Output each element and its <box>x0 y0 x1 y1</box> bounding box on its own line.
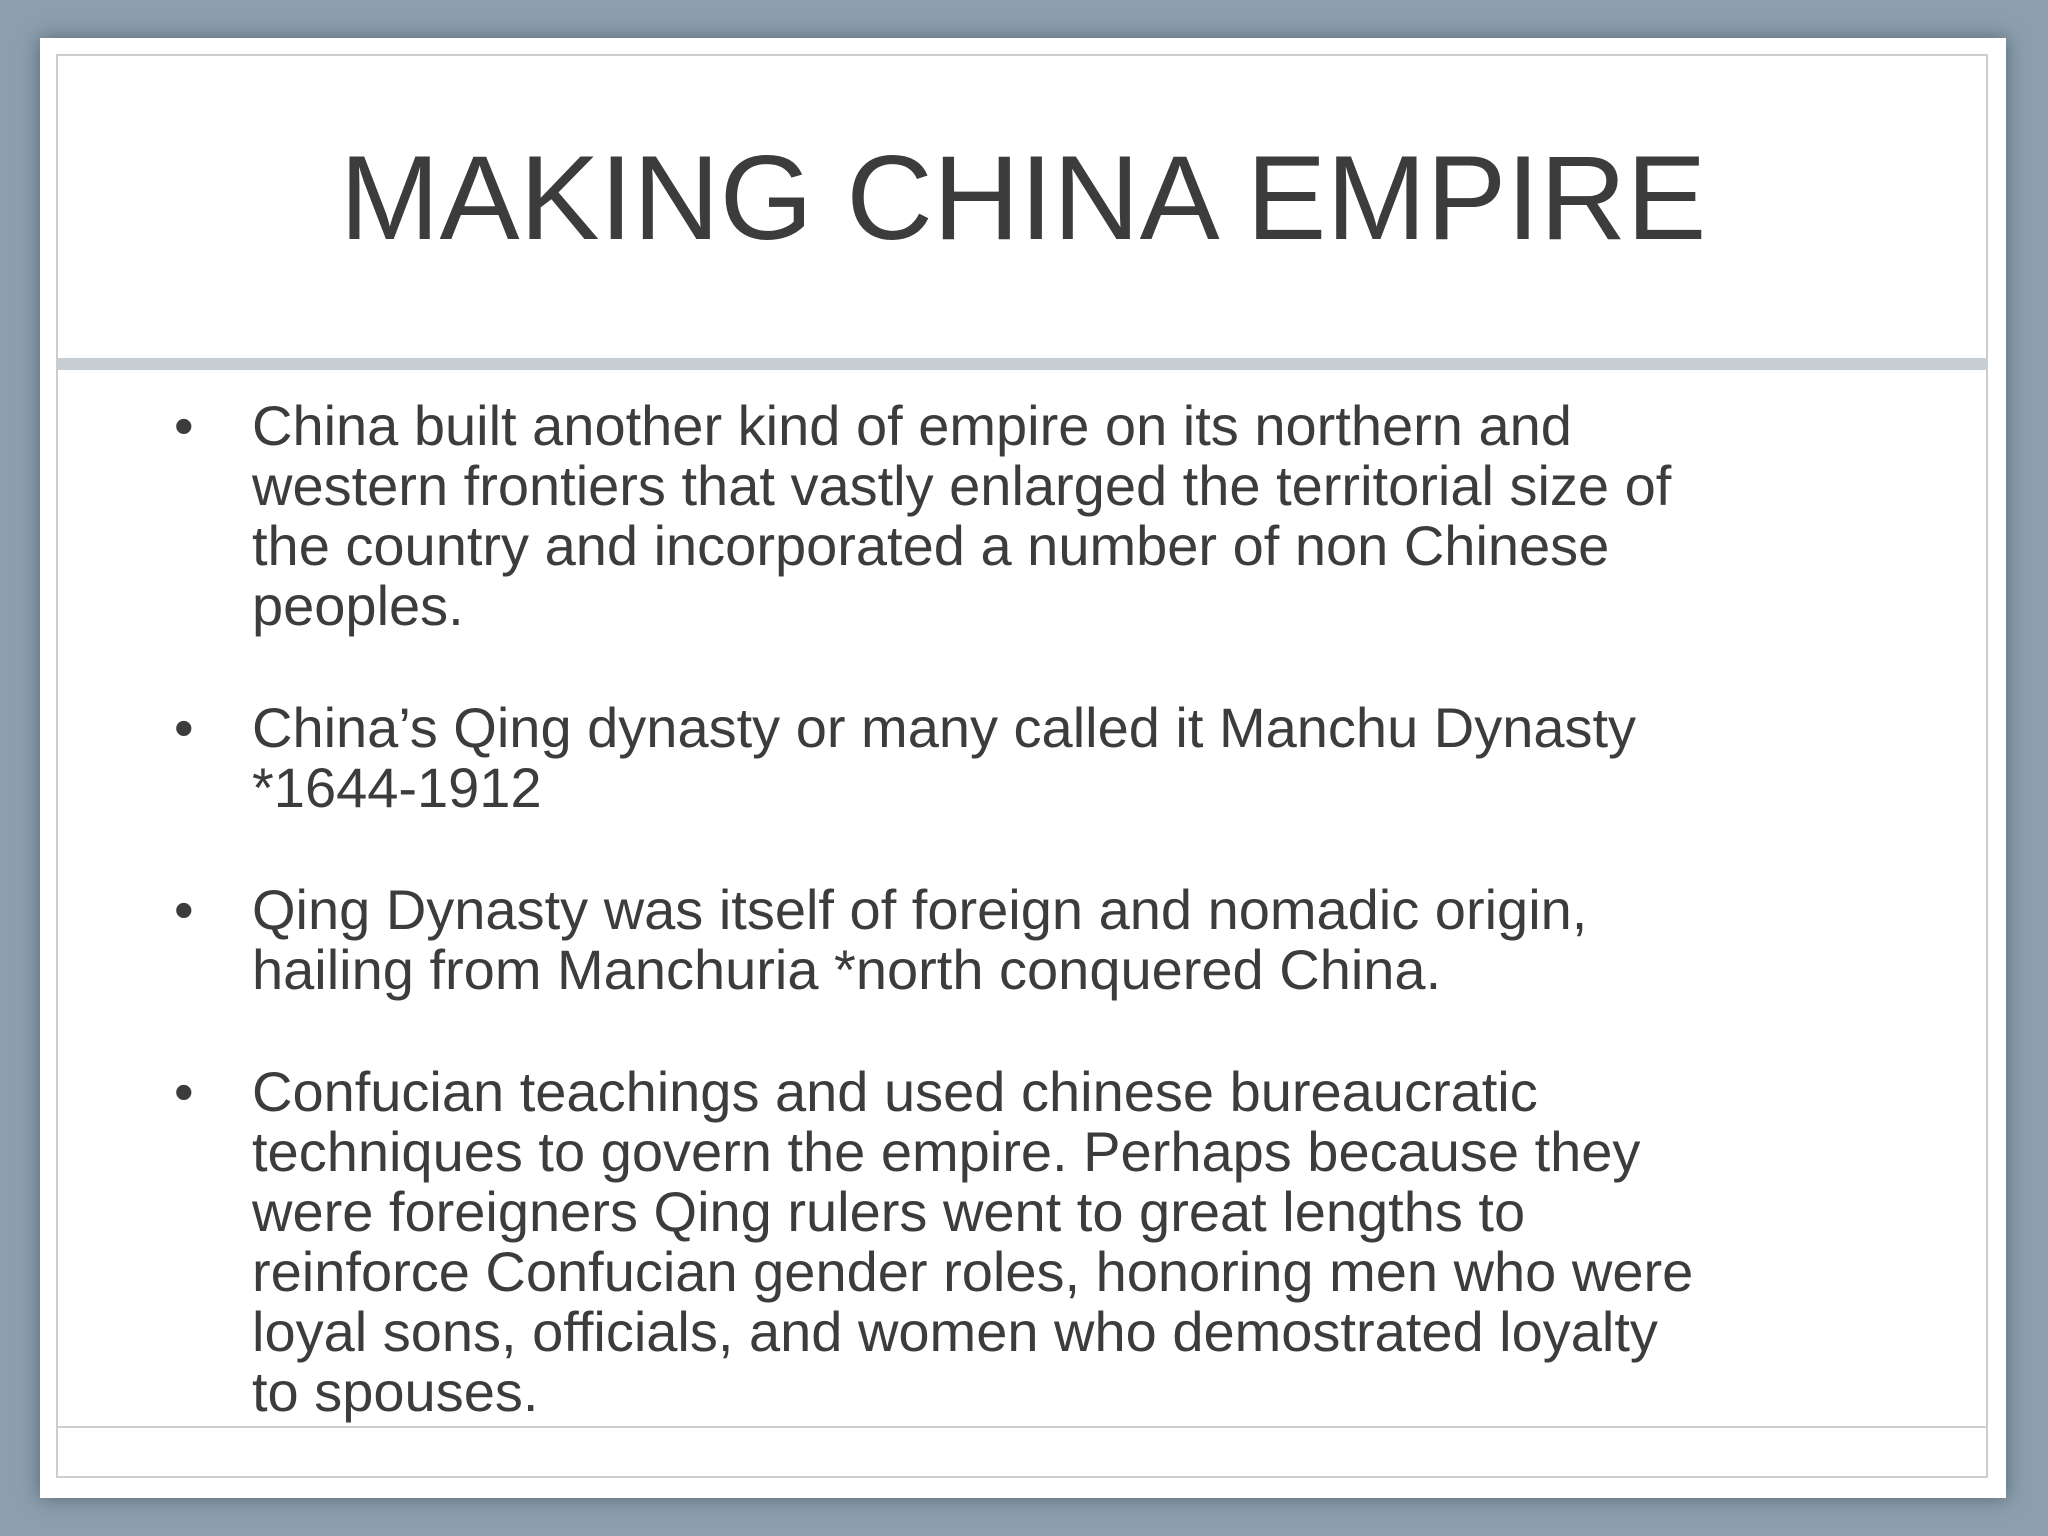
bullet-item-4 <box>162 1062 1882 1422</box>
bullet-item-1 <box>162 396 1882 636</box>
bullet-line: the country and incorporated a number of non Chinese <box>252 514 1610 577</box>
bullet-line: techniques to govern the empire. Perhaps because they <box>252 1120 1641 1183</box>
bullet-line: Confucian teachings and used chinese bureaucratic <box>252 1060 1538 1123</box>
bullet-item-3 <box>162 880 1882 1000</box>
bullet-item-2 <box>162 698 1882 818</box>
bullet-icon: • <box>174 1060 194 1123</box>
bullet-icon: • <box>174 878 194 941</box>
bullet-line: hailing from Manchuria *north conquered China. <box>252 938 1442 1001</box>
bullet-icon: • <box>174 696 194 759</box>
bullet-line: *1644-1912 <box>252 756 542 819</box>
slide-title: MAKING CHINA EMPIRE <box>339 131 1707 265</box>
bullet-icon: • <box>174 394 194 457</box>
bullet-line: were foreigners Qing rulers went to great lengths to <box>252 1180 1526 1243</box>
bullet-line: China built another kind of empire on its northern and <box>252 394 1572 457</box>
bullet-line: Qing Dynasty was itself of foreign and nomadic origin, <box>252 878 1588 941</box>
bullet-line: to spouses. <box>252 1360 539 1423</box>
bullet-line: China’s Qing dynasty or many called it Manchu Dynasty <box>252 696 1637 759</box>
footer-divider <box>56 1426 1988 1428</box>
bullet-line: peoples. <box>252 574 464 637</box>
title-divider <box>56 358 1988 370</box>
bullet-line: reinforce Confucian gender roles, honoring men who were <box>252 1240 1694 1303</box>
bullet-line: loyal sons, officials, and women who demostrated loyalty <box>252 1300 1658 1363</box>
bullet-line: western frontiers that vastly enlarged the territorial size of <box>252 454 1672 517</box>
slide <box>40 38 2006 1498</box>
bullet-list <box>162 396 1882 1484</box>
